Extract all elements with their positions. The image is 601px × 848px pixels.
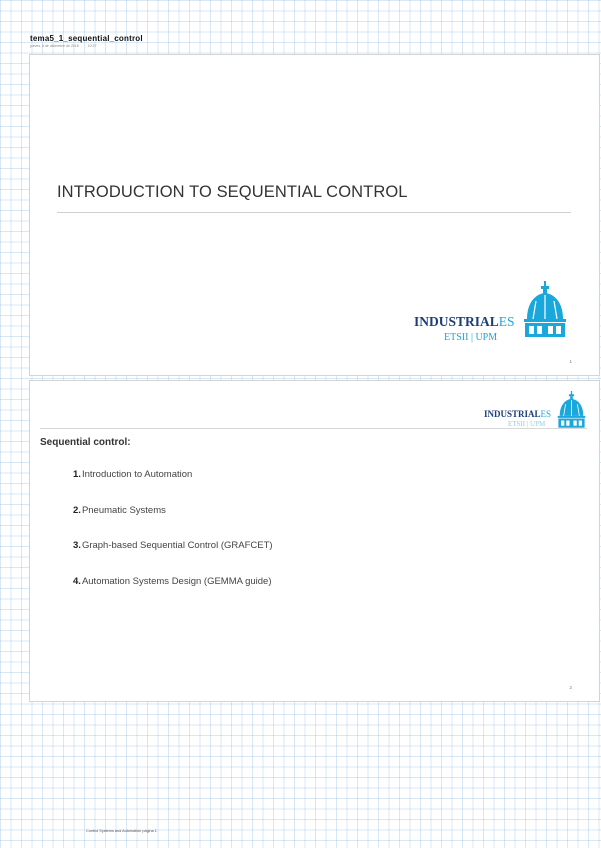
slide-number: 2	[569, 685, 572, 690]
list-item-number: 2.	[73, 504, 81, 516]
industriales-logo	[484, 391, 590, 429]
list-item-text: Pneumatic Systems	[81, 504, 166, 516]
page-footer: Control Systems and Automation página 1	[86, 829, 157, 833]
slide-title: INTRODUCTION TO SEQUENTIAL CONTROL	[57, 183, 408, 201]
page-date: jueves, 6 de diciembre de 2018	[30, 44, 79, 48]
logo-wordmark	[414, 314, 515, 330]
slide-1	[29, 54, 600, 376]
logo-subtitle: ETSII | UPM	[508, 420, 546, 428]
page-header	[30, 34, 143, 48]
logo-subtitle: ETSII | UPM	[444, 332, 498, 343]
industriales-logo	[414, 281, 572, 343]
logo-word-main: INDUSTRIAL	[484, 409, 541, 419]
list-item	[73, 505, 273, 541]
logo-word-suffix: ES	[540, 409, 552, 419]
list-item	[73, 540, 273, 576]
logo-wordmark	[484, 409, 551, 419]
list-item	[73, 576, 273, 612]
list-item-text: Introduction to Automation	[81, 469, 193, 480]
title-divider	[57, 212, 571, 213]
slide-number: 1	[569, 359, 572, 364]
slide-2	[29, 380, 600, 702]
dome-icon	[555, 391, 588, 429]
logo-word-main: INDUSTRIAL	[414, 314, 499, 329]
list-item-number: 4.	[73, 575, 81, 587]
list-item	[73, 469, 273, 505]
page-meta	[30, 44, 143, 48]
slide-heading: Sequential control:	[40, 437, 131, 448]
topic-list	[73, 469, 273, 611]
header-divider	[40, 428, 587, 429]
dome-icon	[521, 281, 569, 339]
page-time: 10:37	[87, 44, 97, 48]
list-item-text: Automation Systems Design (GEMMA guide)	[81, 575, 272, 587]
page-title: tema5_1_sequential_control	[30, 34, 143, 43]
list-item-text: Graph-based Sequential Control (GRAFCET)	[81, 540, 273, 551]
list-item-number: 1.	[73, 469, 81, 480]
list-item-number: 3.	[73, 540, 81, 551]
logo-word-suffix: ES	[498, 314, 515, 329]
